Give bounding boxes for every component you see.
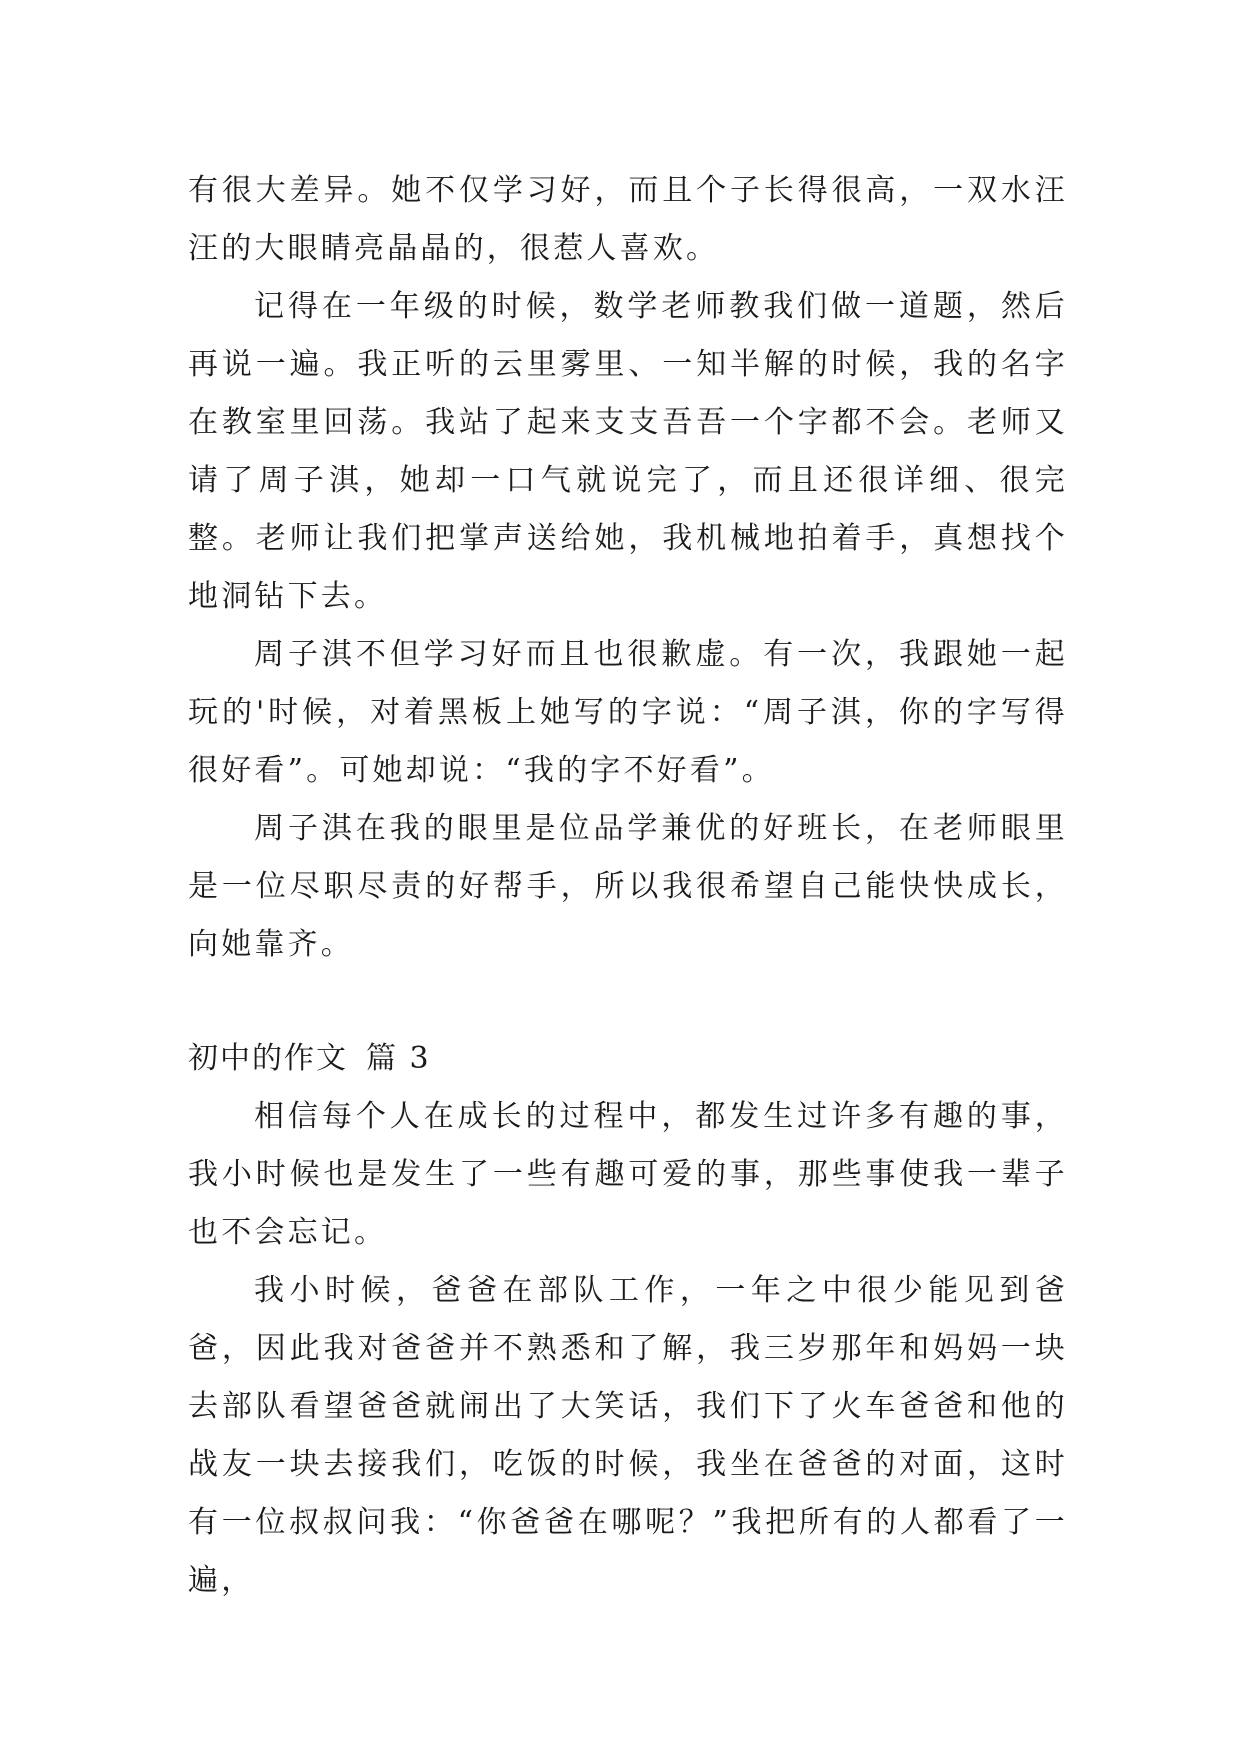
section-heading — [188, 1030, 1068, 1088]
paragraph-1: 有很大差异。她不仅学习好，而且个子长得很高，一双水汪汪的大眼睛亮晶晶的，很惹人喜欢。 — [188, 173, 1068, 266]
document-body — [188, 162, 1068, 1610]
section-part: 篇 3 — [366, 1041, 431, 1076]
paragraph-6: 我小时候，爸爸在部队工作，一年之中很少能见到爸爸，因此我对爸爸并不熟悉和了解，我三岁那年和妈妈一块去部队看望爸爸就闹出了大笑话，我们下了火车爸爸和他的战友一块去接我们，吃饭的时候，我坐在爸爸的对面，这时有一位叔叔问我：“你爸爸在哪呢？”我把所有的人都看了一遍， — [188, 1273, 1068, 1598]
section-title: 初中的作文 — [188, 1041, 348, 1076]
paragraph-4: 周子淇在我的眼里是位品学兼优的好班长，在老师眼里是一位尽职尽责的好帮手，所以我很希望自己能快快成长，向她靠齐。 — [188, 811, 1068, 962]
paragraph-5: 相信每个人在成长的过程中，都发生过许多有趣的事，我小时候也是发生了一些有趣可爱的事，那些事使我一辈子也不会忘记。 — [188, 1099, 1068, 1250]
paragraph-2: 记得在一年级的时候，数学老师教我们做一道题，然后再说一遍。我正听的云里雾里、一知半解的时候，我的名字在教室里回荡。我站了起来支支吾吾一个字都不会。老师又请了周子淇，她却一口气就说完了，而且还很详细、很完整。老师让我们把掌声送给她，我机械地拍着手，真想找个地洞钻下去。 — [188, 289, 1068, 614]
paragraph-3: 周子淇不但学习好而且也很歉虚。有一次，我跟她一起玩的'时候，对着黑板上她写的字说：“周子淇，你的字写得很好看”。可她却说：“我的字不好看”。 — [188, 637, 1068, 788]
